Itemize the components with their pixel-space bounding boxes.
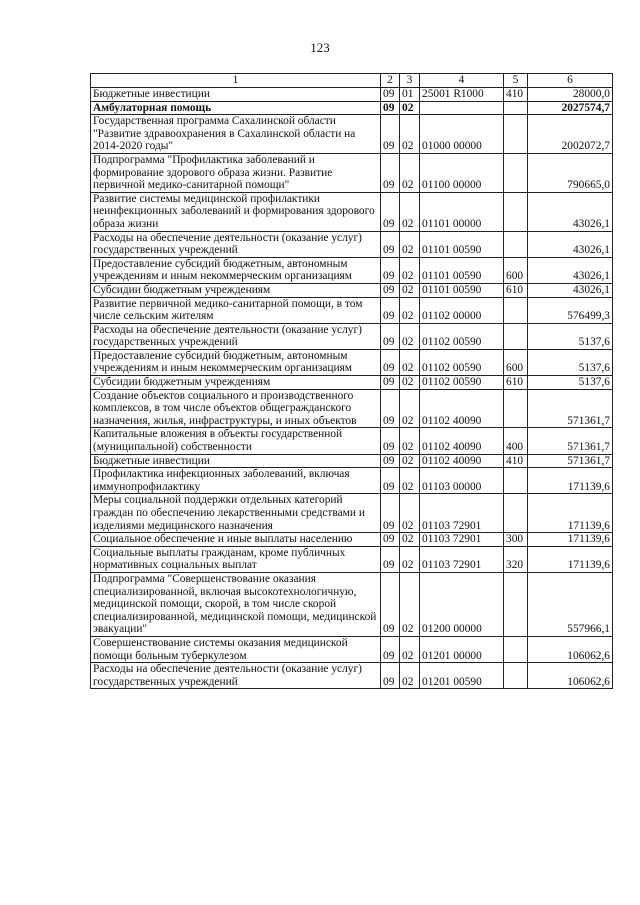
- row-amount-cell: 576499,3: [528, 297, 613, 323]
- row-target-article-cell: 01000 00000: [420, 115, 504, 154]
- row-section-cell: 09: [381, 88, 400, 102]
- row-expense-type-cell: 300: [504, 533, 528, 547]
- row-target-article-cell: 25001 R1000: [420, 88, 504, 102]
- row-name-cell: Развитие первичной медико-санитарной помощи, в том числе сельским жителям: [91, 297, 381, 323]
- row-subsection-cell: 02: [400, 115, 420, 154]
- row-amount-cell: 2002072,7: [528, 115, 613, 154]
- row-expense-type-cell: [504, 663, 528, 689]
- row-name-cell: Создание объектов социального и производственного комплексов, в том числе объектов общегражданского назначения, жилья, инфраструктуры, и иных объектов: [91, 389, 381, 428]
- row-amount-cell: 571361,7: [528, 428, 613, 454]
- row-target-article-cell: 01100 00000: [420, 153, 504, 192]
- table-row: [91, 297, 613, 323]
- row-subsection-cell: 02: [400, 257, 420, 283]
- row-amount-cell: 106062,6: [528, 636, 613, 662]
- row-target-article-cell: 01101 00590: [420, 283, 504, 297]
- row-subsection-cell: 02: [400, 428, 420, 454]
- row-expense-type-cell: [504, 572, 528, 636]
- row-name-cell: Совершенствование системы оказания медицинской помощи больным туберкулезом: [91, 636, 381, 662]
- row-subsection-cell: 02: [400, 153, 420, 192]
- header-cell: 1: [91, 74, 381, 88]
- table-row: [91, 115, 613, 154]
- row-expense-type-cell: 610: [504, 283, 528, 297]
- table-row: [91, 663, 613, 689]
- header-cell: 2: [381, 74, 400, 88]
- table-row: [91, 231, 613, 257]
- row-name-cell: Государственная программа Сахалинской области "Развитие здравоохранения в Сахалинской области на 2014-2020 годы": [91, 115, 381, 154]
- table-row: [91, 376, 613, 390]
- row-expense-type-cell: [504, 323, 528, 349]
- table-row: [91, 192, 613, 231]
- row-target-article-cell: 01102 00590: [420, 323, 504, 349]
- row-amount-cell: 5137,6: [528, 376, 613, 390]
- row-target-article-cell: 01200 00000: [420, 572, 504, 636]
- row-target-article-cell: 01102 40090: [420, 428, 504, 454]
- row-section-cell: 09: [381, 283, 400, 297]
- row-section-cell: 09: [381, 192, 400, 231]
- table-row: [91, 101, 613, 115]
- row-section-cell: 09: [381, 323, 400, 349]
- row-subsection-cell: 02: [400, 454, 420, 468]
- row-target-article-cell: 01102 40090: [420, 454, 504, 468]
- row-section-cell: 09: [381, 454, 400, 468]
- row-section-cell: 09: [381, 663, 400, 689]
- row-expense-type-cell: [504, 636, 528, 662]
- row-section-cell: 09: [381, 101, 400, 115]
- row-subsection-cell: 02: [400, 572, 420, 636]
- row-name-cell: Амбулаторная помощь: [91, 101, 381, 115]
- row-subsection-cell: 02: [400, 323, 420, 349]
- row-section-cell: 09: [381, 428, 400, 454]
- row-amount-cell: 571361,7: [528, 454, 613, 468]
- row-amount-cell: 28000,0: [528, 88, 613, 102]
- row-amount-cell: 171139,6: [528, 494, 613, 533]
- row-subsection-cell: 02: [400, 349, 420, 375]
- table-row: [91, 153, 613, 192]
- row-expense-type-cell: [504, 231, 528, 257]
- row-expense-type-cell: 600: [504, 257, 528, 283]
- row-name-cell: Капитальные вложения в объекты государственной (муниципальной) собственности: [91, 428, 381, 454]
- row-target-article-cell: 01101 00590: [420, 231, 504, 257]
- table-row: [91, 323, 613, 349]
- row-amount-cell: 106062,6: [528, 663, 613, 689]
- table-row: [91, 533, 613, 547]
- row-name-cell: Субсидии бюджетным учреждениям: [91, 283, 381, 297]
- table-header-row: [91, 74, 613, 88]
- row-section-cell: 09: [381, 257, 400, 283]
- row-expense-type-cell: 320: [504, 546, 528, 572]
- row-amount-cell: 557966,1: [528, 572, 613, 636]
- row-expense-type-cell: [504, 297, 528, 323]
- row-amount-cell: 43026,1: [528, 283, 613, 297]
- row-subsection-cell: 02: [400, 231, 420, 257]
- row-subsection-cell: 02: [400, 297, 420, 323]
- row-subsection-cell: 02: [400, 101, 420, 115]
- row-subsection-cell: 02: [400, 663, 420, 689]
- row-section-cell: 09: [381, 546, 400, 572]
- table-row: [91, 454, 613, 468]
- row-name-cell: Профилактика инфекционных заболеваний, включая иммунопрофилактику: [91, 468, 381, 494]
- header-cell: 4: [420, 74, 504, 88]
- row-section-cell: 09: [381, 231, 400, 257]
- row-amount-cell: 5137,6: [528, 349, 613, 375]
- row-name-cell: Подпрограмма "Совершенствование оказания специализированной, включая высокотехнологичную, медицинской помощи, скорой, в том числе скорой специализированной, медицинской помощи, медицинской эвакуации": [91, 572, 381, 636]
- row-target-article-cell: 01201 00000: [420, 636, 504, 662]
- row-name-cell: Социальное обеспечение и иные выплаты населению: [91, 533, 381, 547]
- row-name-cell: Бюджетные инвестиции: [91, 88, 381, 102]
- table-row: [91, 283, 613, 297]
- row-expense-type-cell: [504, 153, 528, 192]
- row-section-cell: 09: [381, 572, 400, 636]
- table-row: [91, 349, 613, 375]
- row-subsection-cell: 02: [400, 468, 420, 494]
- row-name-cell: Подпрограмма "Профилактика заболеваний и формирование здорового образа жизни. Развитие первичной медико-санитарной помощи": [91, 153, 381, 192]
- header-cell: 3: [400, 74, 420, 88]
- budget-table: [90, 73, 613, 689]
- row-name-cell: Предоставление субсидий бюджетным, автономным учреждениям и иным некоммерческим организациям: [91, 349, 381, 375]
- row-expense-type-cell: [504, 494, 528, 533]
- row-name-cell: Предоставление субсидий бюджетным, автономным учреждениям и иным некоммерческим организациям: [91, 257, 381, 283]
- row-amount-cell: 2027574,7: [528, 101, 613, 115]
- table-row: [91, 468, 613, 494]
- row-target-article-cell: 01102 00590: [420, 376, 504, 390]
- row-target-article-cell: 01102 40090: [420, 389, 504, 428]
- row-amount-cell: 43026,1: [528, 231, 613, 257]
- row-expense-type-cell: 410: [504, 454, 528, 468]
- row-section-cell: 09: [381, 533, 400, 547]
- row-name-cell: Расходы на обеспечение деятельности (оказание услуг) государственных учреждений: [91, 323, 381, 349]
- row-section-cell: 09: [381, 468, 400, 494]
- row-subsection-cell: 02: [400, 283, 420, 297]
- header-cell: 6: [528, 74, 613, 88]
- row-name-cell: Субсидии бюджетным учреждениям: [91, 376, 381, 390]
- row-expense-type-cell: [504, 468, 528, 494]
- row-expense-type-cell: 610: [504, 376, 528, 390]
- row-subsection-cell: 02: [400, 376, 420, 390]
- row-target-article-cell: 01102 00590: [420, 349, 504, 375]
- table-row: [91, 257, 613, 283]
- table-row: [91, 546, 613, 572]
- row-expense-type-cell: 410: [504, 88, 528, 102]
- page-number: 123: [310, 40, 330, 55]
- row-section-cell: 09: [381, 389, 400, 428]
- row-target-article-cell: [420, 101, 504, 115]
- row-amount-cell: 43026,1: [528, 257, 613, 283]
- row-section-cell: 09: [381, 115, 400, 154]
- row-name-cell: Социальные выплаты гражданам, кроме публичных нормативных социальных выплат: [91, 546, 381, 572]
- row-target-article-cell: 01103 72901: [420, 494, 504, 533]
- row-expense-type-cell: [504, 192, 528, 231]
- row-section-cell: 09: [381, 494, 400, 533]
- row-subsection-cell: 02: [400, 494, 420, 533]
- row-section-cell: 09: [381, 636, 400, 662]
- row-target-article-cell: 01103 72901: [420, 533, 504, 547]
- row-expense-type-cell: [504, 389, 528, 428]
- table-row: [91, 88, 613, 102]
- row-subsection-cell: 02: [400, 636, 420, 662]
- row-subsection-cell: 02: [400, 389, 420, 428]
- row-name-cell: Расходы на обеспечение деятельности (оказание услуг) государственных учреждений: [91, 663, 381, 689]
- row-amount-cell: 790665,0: [528, 153, 613, 192]
- header-cell: 5: [504, 74, 528, 88]
- row-subsection-cell: 01: [400, 88, 420, 102]
- row-amount-cell: 43026,1: [528, 192, 613, 231]
- row-expense-type-cell: [504, 101, 528, 115]
- row-amount-cell: 5137,6: [528, 323, 613, 349]
- row-section-cell: 09: [381, 297, 400, 323]
- table-row: [91, 572, 613, 636]
- row-target-article-cell: 01103 00000: [420, 468, 504, 494]
- table-row: [91, 389, 613, 428]
- row-expense-type-cell: 600: [504, 349, 528, 375]
- row-amount-cell: 171139,6: [528, 533, 613, 547]
- row-name-cell: Бюджетные инвестиции: [91, 454, 381, 468]
- table-body: [91, 88, 613, 689]
- row-subsection-cell: 02: [400, 533, 420, 547]
- row-name-cell: Меры социальной поддержки отдельных категорий граждан по обеспечению лекарственными средствами и изделиями медицинского назначения: [91, 494, 381, 533]
- row-target-article-cell: 01101 00590: [420, 257, 504, 283]
- row-amount-cell: 171139,6: [528, 546, 613, 572]
- row-subsection-cell: 02: [400, 192, 420, 231]
- row-amount-cell: 171139,6: [528, 468, 613, 494]
- row-name-cell: Развитие системы медицинской профилактики неинфекционных заболеваний и формирования здорового образа жизни: [91, 192, 381, 231]
- table-row: [91, 428, 613, 454]
- table-row: [91, 494, 613, 533]
- row-expense-type-cell: 400: [504, 428, 528, 454]
- row-section-cell: 09: [381, 349, 400, 375]
- row-section-cell: 09: [381, 376, 400, 390]
- row-target-article-cell: 01103 72901: [420, 546, 504, 572]
- row-amount-cell: 571361,7: [528, 389, 613, 428]
- row-section-cell: 09: [381, 153, 400, 192]
- table-row: [91, 636, 613, 662]
- row-target-article-cell: 01101 00000: [420, 192, 504, 231]
- row-expense-type-cell: [504, 115, 528, 154]
- row-subsection-cell: 02: [400, 546, 420, 572]
- row-name-cell: Расходы на обеспечение деятельности (оказание услуг) государственных учреждений: [91, 231, 381, 257]
- row-target-article-cell: 01102 00000: [420, 297, 504, 323]
- row-target-article-cell: 01201 00590: [420, 663, 504, 689]
